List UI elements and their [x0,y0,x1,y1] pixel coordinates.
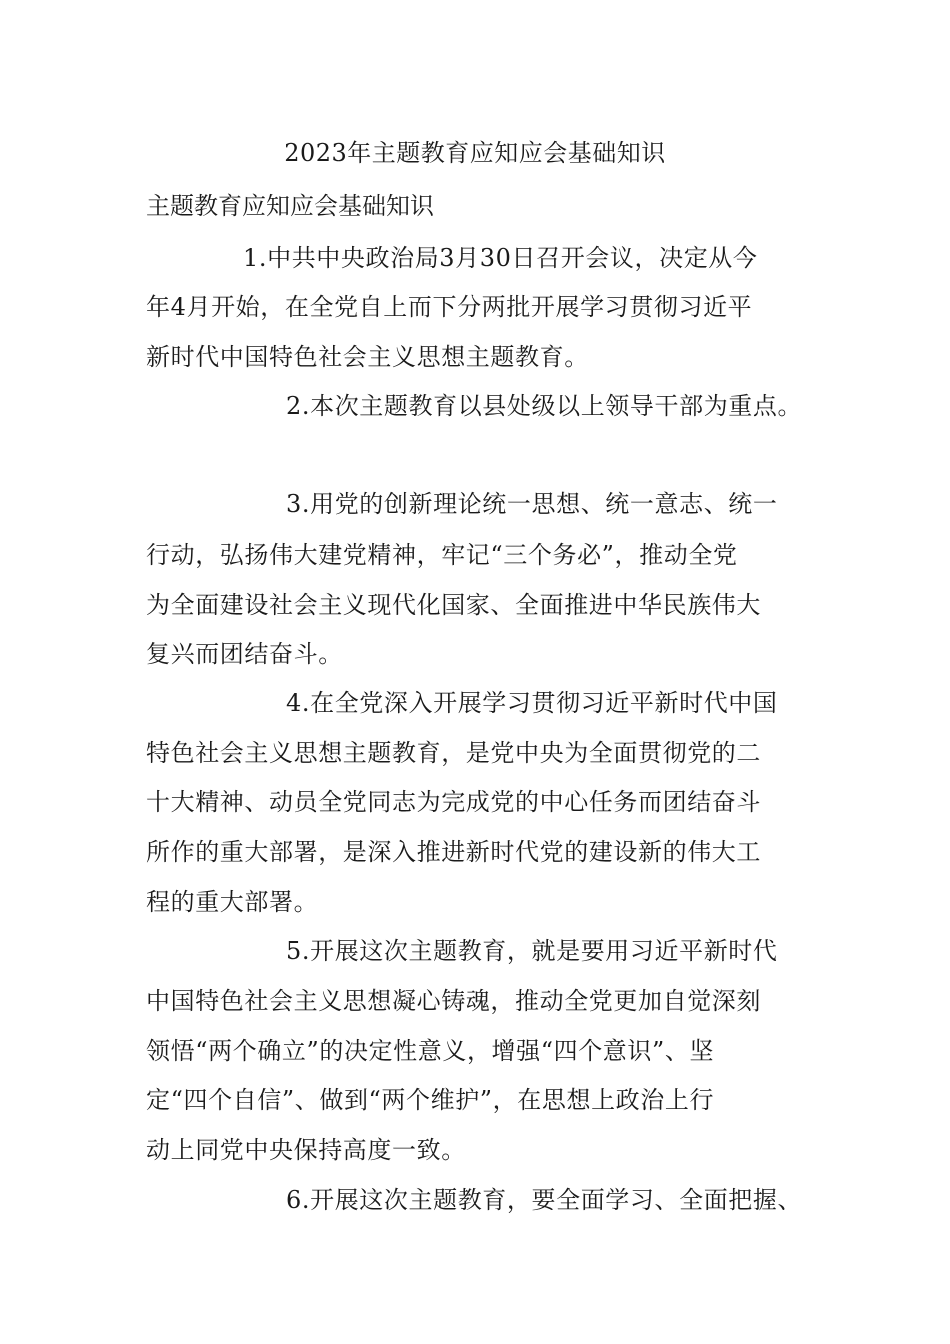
paragraph-3-line-4: 复兴而团结奋斗。 [146,640,343,668]
paragraph-5-line-4: 定“四个自信”、做到“两个维护”，在思想上政治上行 [146,1086,715,1114]
paragraph-5-line-1: 5.开展这次主题教育，就是要用习近平新时代 [286,937,778,965]
paragraph-4-line-4: 所作的重大部署，是深入推进新时代党的建设新的伟大工 [146,838,761,866]
paragraph-3-line-2: 行动，弘扬伟大建党精神，牢记“三个务必”，推动全党 [146,541,738,569]
document-subtitle: 主题教育应知应会基础知识 [146,192,434,220]
paragraph-1-line-2: 年4月开始，在全党自上而下分两批开展学习贯彻习近平 [146,293,753,321]
paragraph-1-line-3: 新时代中国特色社会主义思想主题教育。 [146,343,589,371]
paragraph-5-line-2: 中国特色社会主义思想凝心铸魂，推动全党更加自觉深刻 [146,987,761,1015]
paragraph-6-line-1: 6.开展这次主题教育，要全面学习、全面把握、 [286,1186,803,1214]
paragraph-3-line-1: 3.用党的创新理论统一思想、统一意志、统一 [286,490,778,518]
paragraph-5-line-3: 领悟“两个确立”的决定性意义，增强“四个意识”、坚 [146,1037,715,1065]
paragraph-4-line-2: 特色社会主义思想主题教育，是党中央为全面贯彻党的二 [146,739,761,767]
paragraph-4-line-5: 程的重大部署。 [146,888,319,916]
paragraph-5-line-5: 动上同党中央保持高度一致。 [146,1136,466,1164]
paragraph-4-line-1: 4.在全党深入开展学习贯彻习近平新时代中国 [286,689,778,717]
document-title: 2023年主题教育应知应会基础知识 [284,139,666,167]
paragraph-3-line-3: 为全面建设社会主义现代化国家、全面推进中华民族伟大 [146,591,761,619]
paragraph-4-line-3: 十大精神、动员全党同志为完成党的中心任务而团结奋斗 [146,788,761,816]
paragraph-1-line-1: 1.中共中央政治局3月30日召开会议，决定从今 [243,244,758,272]
paragraph-2-line-1: 2.本次主题教育以县处级以上领导干部为重点。 [286,392,803,420]
